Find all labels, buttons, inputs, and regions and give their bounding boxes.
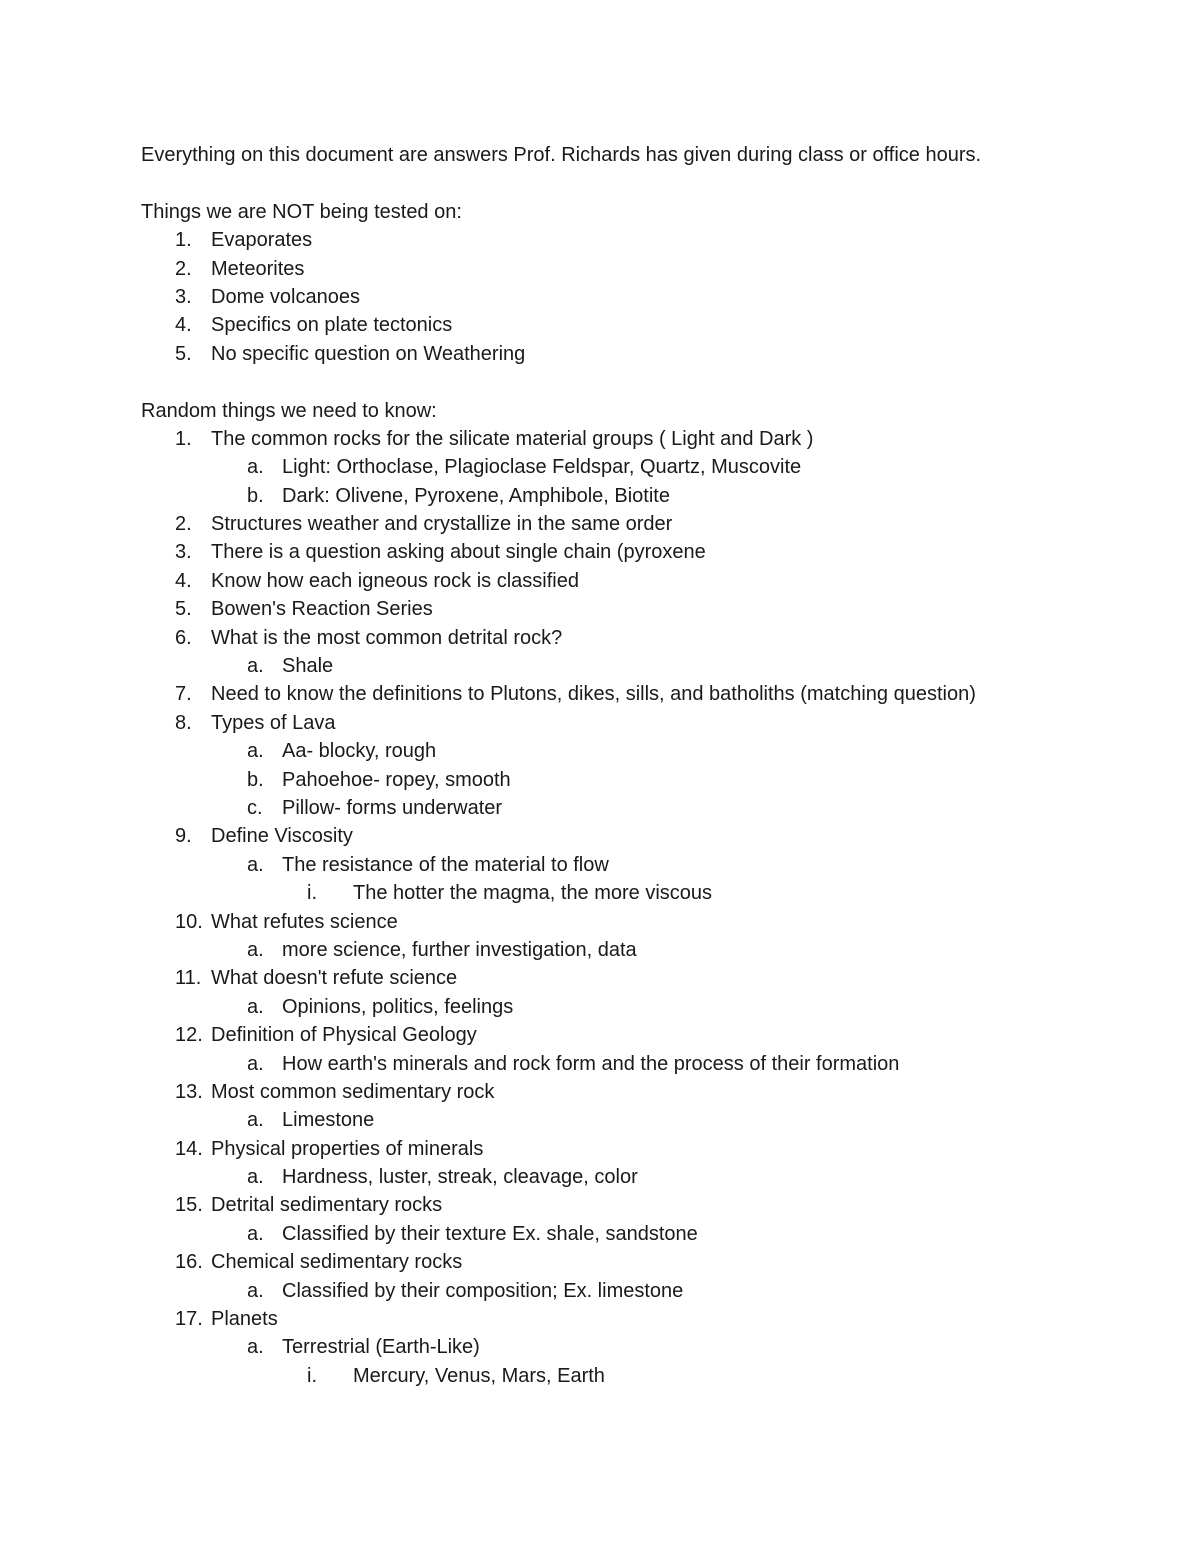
list-marker: 15. [175, 1194, 203, 1217]
paragraph-spacer [141, 169, 1101, 197]
list-item-text: Pillow- forms underwater [282, 796, 503, 819]
document-page [141, 141, 1101, 1390]
list-item-text: Define Viscosity [211, 825, 353, 848]
list-item-text: Meteorites [211, 257, 305, 280]
sub-list-item [141, 794, 1101, 822]
list-marker: a. [247, 1222, 264, 1245]
sub-list-item [141, 851, 1101, 879]
list-item-text: Chemical sedimentary rocks [211, 1251, 463, 1274]
list-item-text: Types of Lava [211, 711, 336, 734]
sub-list-item [141, 1163, 1101, 1191]
random-things-heading: Random things we need to know: [141, 399, 437, 422]
list-item [141, 340, 1101, 368]
intro-paragraph: Everything on this document are answers Prof. Richards has given during class or office hours. [141, 144, 982, 166]
list-marker: 2. [175, 257, 192, 280]
list-item [141, 1305, 1101, 1333]
list-item [141, 567, 1101, 595]
list-item [141, 1135, 1101, 1163]
list-marker: 4. [175, 314, 192, 337]
list-item [141, 595, 1101, 623]
list-item-text: Dome volcanoes [211, 285, 360, 308]
list-marker: a. [247, 655, 264, 678]
list-item [141, 1248, 1101, 1276]
list-item-text: Detrital sedimentary rocks [211, 1194, 443, 1217]
list-marker: 5. [175, 342, 192, 365]
list-item-text: The resistance of the material to flow [282, 853, 609, 876]
list-item-text: Most common sedimentary rock [211, 1080, 495, 1103]
list-item [141, 908, 1101, 936]
list-marker: 16. [175, 1251, 203, 1274]
list-marker: i. [307, 882, 317, 905]
list-marker: 1. [175, 427, 192, 450]
list-marker: 7. [175, 683, 192, 706]
list-marker: 13. [175, 1080, 203, 1103]
list-marker: 4. [175, 569, 192, 592]
sub-list-item [141, 737, 1101, 765]
list-marker: a. [247, 853, 264, 876]
paragraph-spacer [141, 368, 1101, 396]
list-marker: 17. [175, 1308, 203, 1331]
list-item-text: There is a question asking about single chain (pyroxene [211, 541, 706, 564]
list-item [141, 624, 1101, 652]
list-item-text: The common rocks for the silicate material groups ( Light and Dark ) [211, 427, 814, 450]
sub-sub-list-item [141, 1362, 1101, 1390]
list-marker: 8. [175, 711, 192, 734]
list-item-text: Planets [211, 1308, 278, 1331]
list-marker: 2. [175, 513, 192, 536]
list-item-text: Know how each igneous rock is classified [211, 569, 579, 592]
list-marker: 6. [175, 626, 192, 649]
list-marker: a. [247, 938, 264, 961]
list-marker: 11. [175, 967, 202, 990]
list-marker: 9. [175, 825, 192, 848]
list-item-text: What is the most common detrital rock? [211, 626, 563, 649]
list-item-text: Terrestrial (Earth-Like) [282, 1336, 480, 1359]
list-item-text: How earth's minerals and rock form and the process of their formation [282, 1052, 900, 1075]
sub-list-item [141, 1106, 1101, 1134]
list-marker: 14. [175, 1137, 203, 1160]
list-marker: a. [247, 1166, 264, 1189]
list-item-text: Opinions, politics, feelings [282, 995, 514, 1018]
list-item-text: Physical properties of minerals [211, 1137, 484, 1160]
list-item [141, 311, 1101, 339]
list-marker: 3. [175, 541, 192, 564]
list-item [141, 709, 1101, 737]
list-item-text: The hotter the magma, the more viscous [353, 882, 713, 905]
list-marker: a. [247, 995, 264, 1018]
sub-list-item [141, 1333, 1101, 1361]
list-item-text: Classified by their composition; Ex. limestone [282, 1279, 684, 1302]
list-item [141, 538, 1101, 566]
sub-list-item [141, 1220, 1101, 1248]
list-item [141, 822, 1101, 850]
list-marker: 12. [175, 1024, 203, 1047]
list-marker: 5. [175, 598, 192, 621]
random-things-list [141, 425, 1101, 1390]
list-marker: a. [247, 1109, 264, 1132]
list-item-text: Bowen's Reaction Series [211, 598, 433, 621]
list-item-text: What refutes science [211, 910, 398, 933]
list-item [141, 1078, 1101, 1106]
list-marker: a. [247, 1336, 264, 1359]
list-item-text: Pahoehoe- ropey, smooth [282, 768, 511, 791]
sub-list-item [141, 652, 1101, 680]
list-marker: c. [247, 796, 263, 819]
sub-list-item [141, 1050, 1101, 1078]
list-item-text: Evaporates [211, 229, 313, 252]
sub-list-item [141, 766, 1101, 794]
list-item-text: Aa- blocky, rough [282, 740, 437, 763]
list-marker: a. [247, 1052, 264, 1075]
list-marker: b. [247, 768, 264, 791]
list-marker: i. [307, 1364, 317, 1387]
list-item-text: Dark: Olivene, Pyroxene, Amphibole, Biotite [282, 484, 670, 507]
list-item [141, 226, 1101, 254]
list-item-text: Definition of Physical Geology [211, 1024, 477, 1047]
list-item [141, 425, 1101, 453]
list-item-text: Classified by their texture Ex. shale, sandstone [282, 1222, 698, 1245]
list-item-text: Hardness, luster, streak, cleavage, color [282, 1166, 638, 1189]
not-tested-heading: Things we are NOT being tested on: [141, 200, 462, 223]
list-marker: a. [247, 740, 264, 763]
list-item [141, 255, 1101, 283]
list-item-text: Need to know the definitions to Plutons, dikes, sills, and batholiths (matching question) [211, 683, 976, 706]
list-item [141, 680, 1101, 708]
list-item-text: What doesn't refute science [211, 967, 458, 990]
sub-list-item [141, 482, 1101, 510]
list-marker: 1. [175, 229, 192, 252]
list-item [141, 510, 1101, 538]
list-marker: 10. [175, 910, 203, 933]
sub-sub-list-item [141, 879, 1101, 907]
list-item-text: Limestone [282, 1109, 375, 1132]
list-item-text: Specifics on plate tectonics [211, 314, 453, 337]
list-marker: 3. [175, 285, 192, 308]
not-tested-list [141, 226, 1101, 368]
list-item-text: Structures weather and crystallize in the same order [211, 513, 673, 536]
sub-list-item [141, 453, 1101, 481]
list-item-text: Shale [282, 655, 334, 678]
list-item-text: No specific question on Weathering [211, 342, 526, 365]
list-item [141, 1191, 1101, 1219]
sub-list-item [141, 993, 1101, 1021]
list-marker: a. [247, 456, 264, 479]
list-item [141, 283, 1101, 311]
list-item-text: Light: Orthoclase, Plagioclase Feldspar, Quartz, Muscovite [282, 456, 802, 479]
sub-list-item [141, 1277, 1101, 1305]
list-item [141, 964, 1101, 992]
sub-list-item [141, 936, 1101, 964]
list-item [141, 1021, 1101, 1049]
list-item-text: more science, further investigation, data [282, 938, 637, 961]
list-marker: b. [247, 484, 264, 507]
list-marker: a. [247, 1279, 264, 1302]
list-item-text: Mercury, Venus, Mars, Earth [353, 1364, 605, 1387]
